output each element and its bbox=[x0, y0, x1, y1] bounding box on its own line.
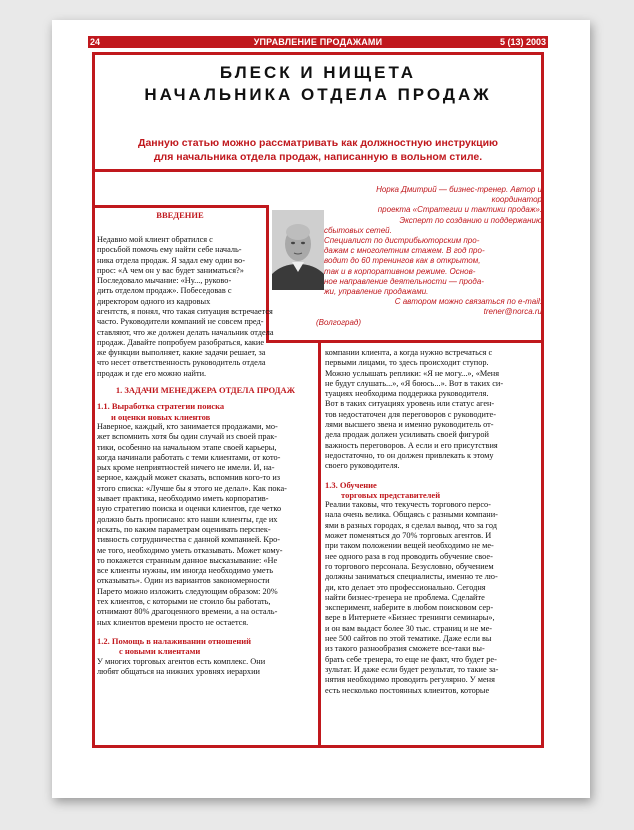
intro-heading: ВВЕДЕНИЕ bbox=[156, 210, 204, 220]
text-line: зультат. И даже если будет результат, то такие за- bbox=[325, 664, 499, 674]
text-line: агентств, я понял, что такая ситуация встречается bbox=[97, 307, 273, 316]
text-line: должно быть прописано: кто наши клиенты, где их bbox=[97, 514, 278, 524]
text-line: туациях необходима поддержка руководителя. bbox=[325, 389, 489, 399]
article-lead bbox=[92, 136, 544, 164]
text-line: часто. Руководители компаний не совсем пред- bbox=[97, 317, 264, 327]
text-line: ную стратегию поиска и оценки клиентов, где четко bbox=[97, 504, 282, 514]
subsection-1-2-heading: 1.2. Помощь в налаживании отношений bbox=[97, 635, 252, 646]
subsection-1-3-heading-cont: торговых представителей bbox=[341, 489, 441, 500]
lead-line-1: Данную статью можно рассматривать как должностную инструкцию bbox=[137, 137, 499, 149]
magazine-title: УПРАВЛЕНИЕ ПРОДАЖАМИ bbox=[253, 37, 383, 47]
text-line: важность переговоров. А если и его присутствия bbox=[325, 440, 498, 450]
intro-box-top-rule bbox=[92, 205, 269, 208]
text-line: жет вспомнить хотя бы один случай из своей прак- bbox=[97, 432, 278, 442]
text-line: просьбой помочь ему найти себе началь- bbox=[97, 245, 242, 255]
lead-line-2: для начальника отдела продаж, написанную в вольном стиле. bbox=[153, 151, 483, 163]
section-1-heading: 1. ЗАДАЧИ МЕНЕДЖЕРА ОТДЕЛА ПРОДАЖ bbox=[115, 385, 296, 396]
title-line-2: НАЧАЛЬНИКА ОТДЕЛА ПРОДАЖ bbox=[144, 85, 492, 104]
author-photo bbox=[272, 210, 324, 290]
text-line: компании клиента, а когда нужно встречаться с bbox=[325, 348, 493, 357]
running-header bbox=[88, 36, 548, 48]
text-line: Реалии таковы, что текучесть торгового персо- bbox=[325, 500, 491, 510]
text-line: Парето можно изложить следующим образом: 20% bbox=[97, 586, 278, 596]
text-line: может поменяться до 70% торговых агентов. И bbox=[325, 531, 492, 541]
text-line: дела продаж должен усиливать своей фигурой bbox=[325, 430, 489, 440]
text-line: дить отделом продаж». Побеседовав с bbox=[97, 286, 232, 296]
text-line: ме того, необходимо уметь отказывать. Может кому- bbox=[97, 545, 283, 555]
text-line: должны заниматься специалисты, именно те лю- bbox=[325, 572, 498, 582]
title-line-1: БЛЕСК И НИЩЕТА bbox=[219, 63, 417, 82]
text-line: го торгового персонала. Безусловно, обучением bbox=[325, 561, 494, 571]
author-line: дажам с многолетним стажем. В год про- bbox=[324, 246, 485, 256]
text-line: первыми лицами, то здесь происходит ступор. bbox=[325, 358, 489, 368]
text-line: своего руководителя. bbox=[325, 461, 400, 471]
text-line: прос: «А чем он у вас будет заниматься?» bbox=[97, 265, 244, 275]
text-line: есть несколько постоянных клиентов, которые bbox=[325, 685, 490, 695]
author-line: сбытовых сетей. bbox=[324, 225, 392, 235]
text-line: директором одного из кадровых bbox=[97, 296, 211, 306]
text-line: ди, кто делает это профессионально. Сегодня bbox=[325, 582, 486, 592]
right-column bbox=[325, 348, 539, 696]
author-line: Норка Дмитрий — бизнес-тренер. Автор и координатор bbox=[376, 185, 542, 205]
text-line: вере в Интернете «Бизнес тренинги семинары», bbox=[325, 613, 495, 623]
text-line: когда начинали работать с теми клиентами, от кото- bbox=[97, 452, 281, 462]
author-line: С автором можно связаться по e-mail: bbox=[394, 297, 542, 307]
text-line: тивность сотрудничества с данной компанией. Кро- bbox=[97, 535, 281, 545]
text-line: продаж и где его можно найти. bbox=[97, 368, 207, 378]
subsection-1-2-heading-cont: с новыми клиентами bbox=[119, 646, 201, 657]
text-line: ями в разных городах, я сделал вывод, что за год bbox=[325, 520, 498, 530]
text-line: ных клиентов времени просто не остается. bbox=[97, 617, 249, 627]
text-line: Последовало мычание: «Ну..., руково- bbox=[97, 276, 232, 286]
text-line: рых кроме неприятностей ничего не имели. И, на- bbox=[97, 463, 275, 473]
text-line: У многих торговых агентов есть комплекс. Они bbox=[97, 656, 266, 666]
text-line: Можно услышать реплики: «Я не могу...», «Меня bbox=[325, 368, 500, 378]
text-line: эксперимент, наберите в любом поисковом сер- bbox=[325, 603, 494, 613]
text-line: Недавно мой клиент обратился с bbox=[97, 235, 213, 244]
author-line: водит до 60 тренингов как в открытом, bbox=[324, 256, 481, 266]
author-line: проекта «Стратегии и тактики продаж». bbox=[377, 205, 542, 215]
author-bio bbox=[316, 185, 542, 328]
author-line: ное направление деятельности — прода- bbox=[324, 276, 484, 286]
text-line: тов недостаточен для переговоров с руководите- bbox=[325, 409, 496, 419]
text-line: то покажется странным данное высказывание: «Не bbox=[97, 555, 278, 565]
author-email[interactable]: trener@norca.ru bbox=[483, 307, 542, 317]
author-city: (Волгоград) bbox=[316, 317, 362, 327]
text-line: этого списка: «Лучше бы я этого не делал». Как пока- bbox=[97, 483, 287, 493]
text-line: не будут слушать...», «Я боюсь...». Вот в таких си- bbox=[325, 378, 504, 388]
text-line: зывает практика, необходимо иметь корпоратив- bbox=[97, 494, 269, 504]
text-line: отнимают 80% драгоценного времени, а на осталь- bbox=[97, 607, 278, 617]
left-column-body bbox=[97, 307, 314, 677]
text-line: тики, особенно на начальном этапе своей карьеры, bbox=[97, 442, 277, 452]
text-line: Наверное, каждый, кто занимается продажами, мо- bbox=[97, 421, 278, 431]
text-line: из такого разнообразия сможете все-таки вы- bbox=[325, 644, 485, 654]
text-line: недостаточно, то он должен привлекать к этому bbox=[325, 450, 494, 460]
bottom-rule bbox=[92, 745, 544, 748]
frame-left-rule bbox=[92, 172, 95, 748]
left-column bbox=[97, 210, 263, 226]
subsection-1-1-heading: 1.1. Выработка стратегии поиска bbox=[97, 401, 225, 412]
text-line: нала очень велика. Общаясь с разными компани- bbox=[325, 510, 498, 520]
text-line: тех клиентов, с которыми не стоило бы работать, bbox=[97, 597, 271, 607]
text-line: брать себе тренера, то еще не факт, что будет ре- bbox=[325, 654, 497, 664]
subsection-1-1-heading-cont: и оценки новых клиентов bbox=[111, 411, 211, 422]
text-line: же функции выполняет, какие задачи решает, за bbox=[97, 348, 266, 358]
subsection-1-3-heading: 1.3. Обучение bbox=[325, 479, 377, 490]
text-line: и он вам выдаст более 30 тыс. страниц и не ме- bbox=[325, 623, 493, 633]
text-line: верное, каждый может сказать, вспомнив кого-то из bbox=[97, 473, 281, 483]
text-line: ставляют, что же должен делать начальник отдела bbox=[97, 327, 274, 337]
article-title bbox=[92, 62, 544, 106]
column-divider bbox=[318, 340, 321, 748]
intro-text bbox=[97, 235, 267, 307]
text-line: нее одного раза в год проводить обучение свое- bbox=[325, 551, 493, 561]
text-line: Вот в таких ситуациях уровень или статус аген- bbox=[325, 399, 495, 409]
text-line: нятия необходимо проводить регулярно. У меня bbox=[325, 675, 495, 685]
author-line: жи, управление продажами. bbox=[324, 287, 429, 297]
text-line: искать, по каким параметрам оценивать перспек- bbox=[97, 524, 271, 534]
text-line: нее 500 сайтов по этой тематике. Даже если вы bbox=[325, 634, 492, 644]
author-line: Эксперт по созданию и поддержанию bbox=[399, 215, 542, 225]
text-line: любят общаться на нижних уровнях иерархии bbox=[97, 666, 260, 676]
text-line: ника отдела продаж. Я задал ему один во- bbox=[97, 255, 245, 265]
text-line: продаж. Давайте попробуем разобраться, какие bbox=[97, 337, 265, 347]
text-line: лями высшего звена и именно руководитель от- bbox=[325, 420, 494, 430]
text-line: при таком положении вещей необходимо не ме- bbox=[325, 541, 494, 551]
author-line: так и в корпоративном режиме. Основ- bbox=[324, 266, 476, 276]
author-line: Специалист по дистрибьюторским про- bbox=[324, 236, 480, 246]
text-line: что несет ответственность руководитель отдела bbox=[97, 358, 266, 368]
text-line: отказывать». Один из вариантов закономерности bbox=[97, 576, 270, 586]
text-line: найти бизнес-тренера не проблема. Сделайте bbox=[325, 592, 485, 602]
text-line: все клиенты нужны, им иногда необходимо уметь bbox=[97, 566, 273, 576]
issue-number: 5 (13) 2003 bbox=[499, 37, 546, 47]
page-number: 24 bbox=[90, 37, 101, 47]
